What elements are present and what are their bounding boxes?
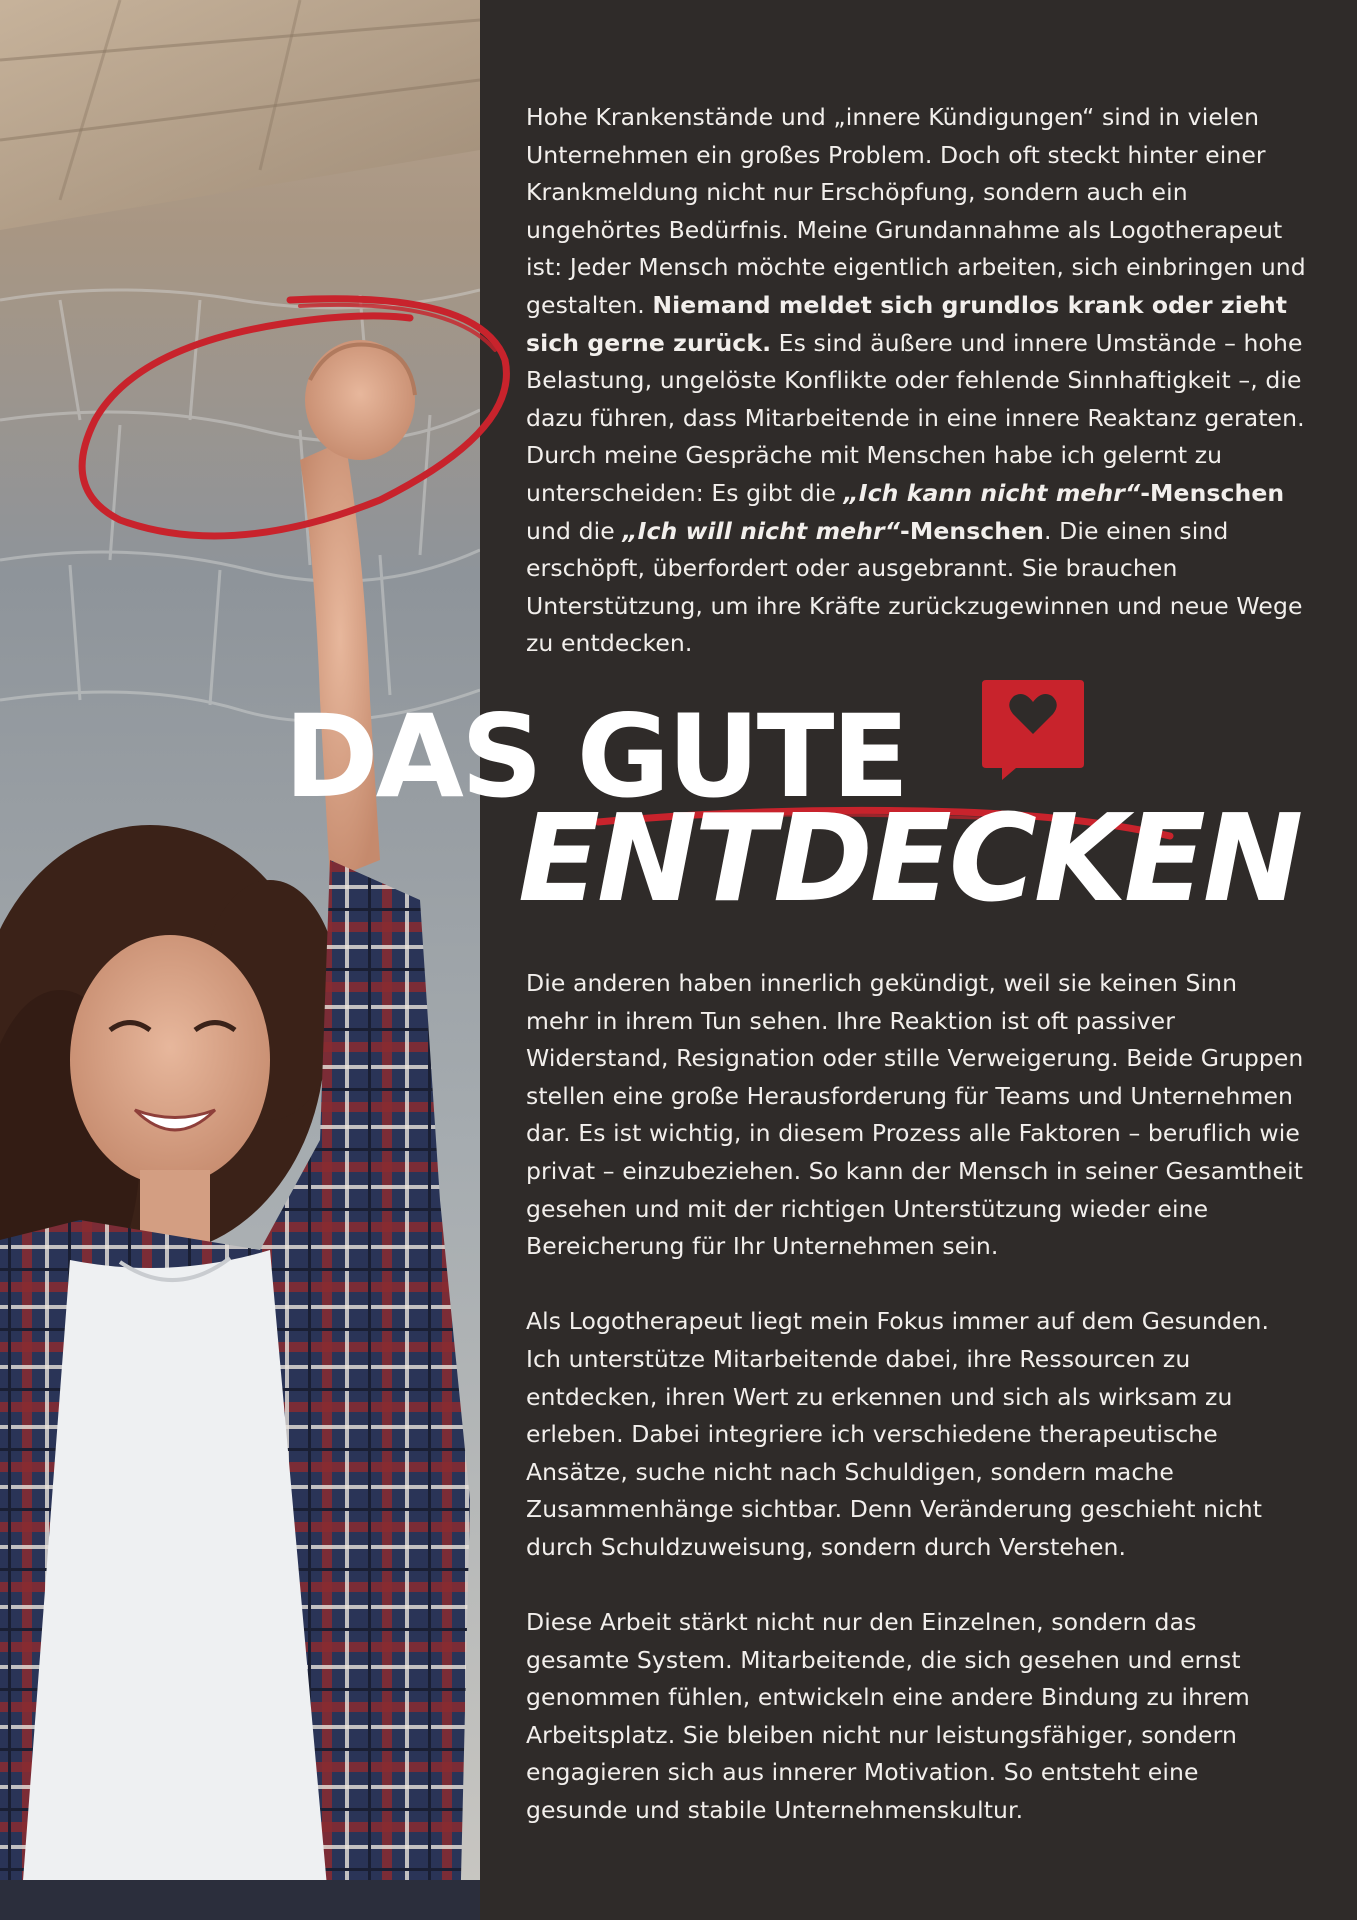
body-paragraph-2: Als Logotherapeut liegt mein Fokus immer auf dem Gesunden. Ich unterstütze Mitarbeitende dabei, ihre Ressourcen zu entdecken, ihren Wert zu erkennen und sich als wirksam zu erleben. Dabei integriere ich verschiedene therapeutische Ansätze, suche nicht nach Schuldigen, sondern mache Zusammenhänge sichtbar. Denn Veränderung geschieht nicht durch Schuldzuweisung, sondern durch Verstehen. — [526, 1307, 1270, 1561]
hero-photo — [0, 0, 480, 1920]
distinction-part2: und die — [526, 516, 623, 545]
intro-text — [526, 99, 1306, 663]
headline-line1: DAS GUTE — [284, 690, 907, 823]
body-paragraph-1: Die anderen haben innerlich gekündigt, weil sie keinen Sinn mehr in ihrem Tun sehen. Ihre Reaktion ist oft passiver Widerstand, Resignation oder stille Verweigerung. Beide Gruppen stellen eine große Herausforderung für Teams und Unternehmen dar. Es ist wichtig, in diesem Prozess alle Faktoren – beruflich wie privat – einzubeziehen. So kann der Mensch in seiner Gesamtheit gesehen und mit der richtigen Unterstützung wieder eine Bereicherung für Ihr Unternehmen sein. — [526, 969, 1304, 1261]
term2-quote: „Ich will nicht mehr“ — [622, 516, 900, 545]
intro-bold-statement: Niemand meldet sich grundlos krank oder zieht sich gerne zurück. — [526, 290, 1288, 357]
distinction-paragraph — [526, 437, 1306, 663]
intro-part2: Es sind äußere und innere Umstände – hohe Belastung, ungelöste Konflikte oder fehlende Sinnhaftigkeit –, die dazu führen, dass Mitarbeitende in eine innere Reaktanz geraten. — [526, 328, 1305, 432]
body-text — [526, 965, 1306, 1830]
headline-line2: ENTDECKEN — [518, 790, 1301, 929]
intro-paragraph — [526, 99, 1306, 437]
distinction-part3: . Die einen sind erschöpft, überfordert oder ausgebrannt. Sie brauchen Unterstützung, um ihre Kräfte zurückzugewinnen und neue Wege zu entdecken. — [526, 516, 1303, 658]
term1-suffix: -Menschen — [1140, 478, 1285, 507]
distinction-part1: Durch meine Gespräche mit Menschen habe ich gelernt zu unterscheiden: Es gibt die — [526, 441, 1223, 507]
term2-suffix: -Menschen — [899, 516, 1045, 545]
intro-part1: Hohe Krankenstände und „innere Kündigungen“ sind in vielen Unternehmen ein großes Problem. Doch oft steckt hinter einer Krankmeldung nicht nur Erschöpfung, sondern auch ein ungehörtes Bedürfnis. Meine Grundannahme als Logotherapeut ist: Jeder Mensch möchte eigentlich arbeiten, sich einbringen und gestalten. — [526, 103, 1306, 319]
term1-quote: „Ich kann nicht mehr“ — [843, 478, 1141, 507]
body-paragraph-3: Diese Arbeit stärkt nicht nur den Einzelnen, sondern das gesamte System. Mitarbeitende, die sich gesehen und ernst genommen fühlen, entwickeln eine andere Bindung zu ihrem Arbeitsplatz. Sie bleiben nicht nur leistungsfähiger, sondern engagieren sich aus innerer Motivation. So entsteht eine gesunde und stabile Unternehmenskultur. — [526, 1608, 1250, 1825]
